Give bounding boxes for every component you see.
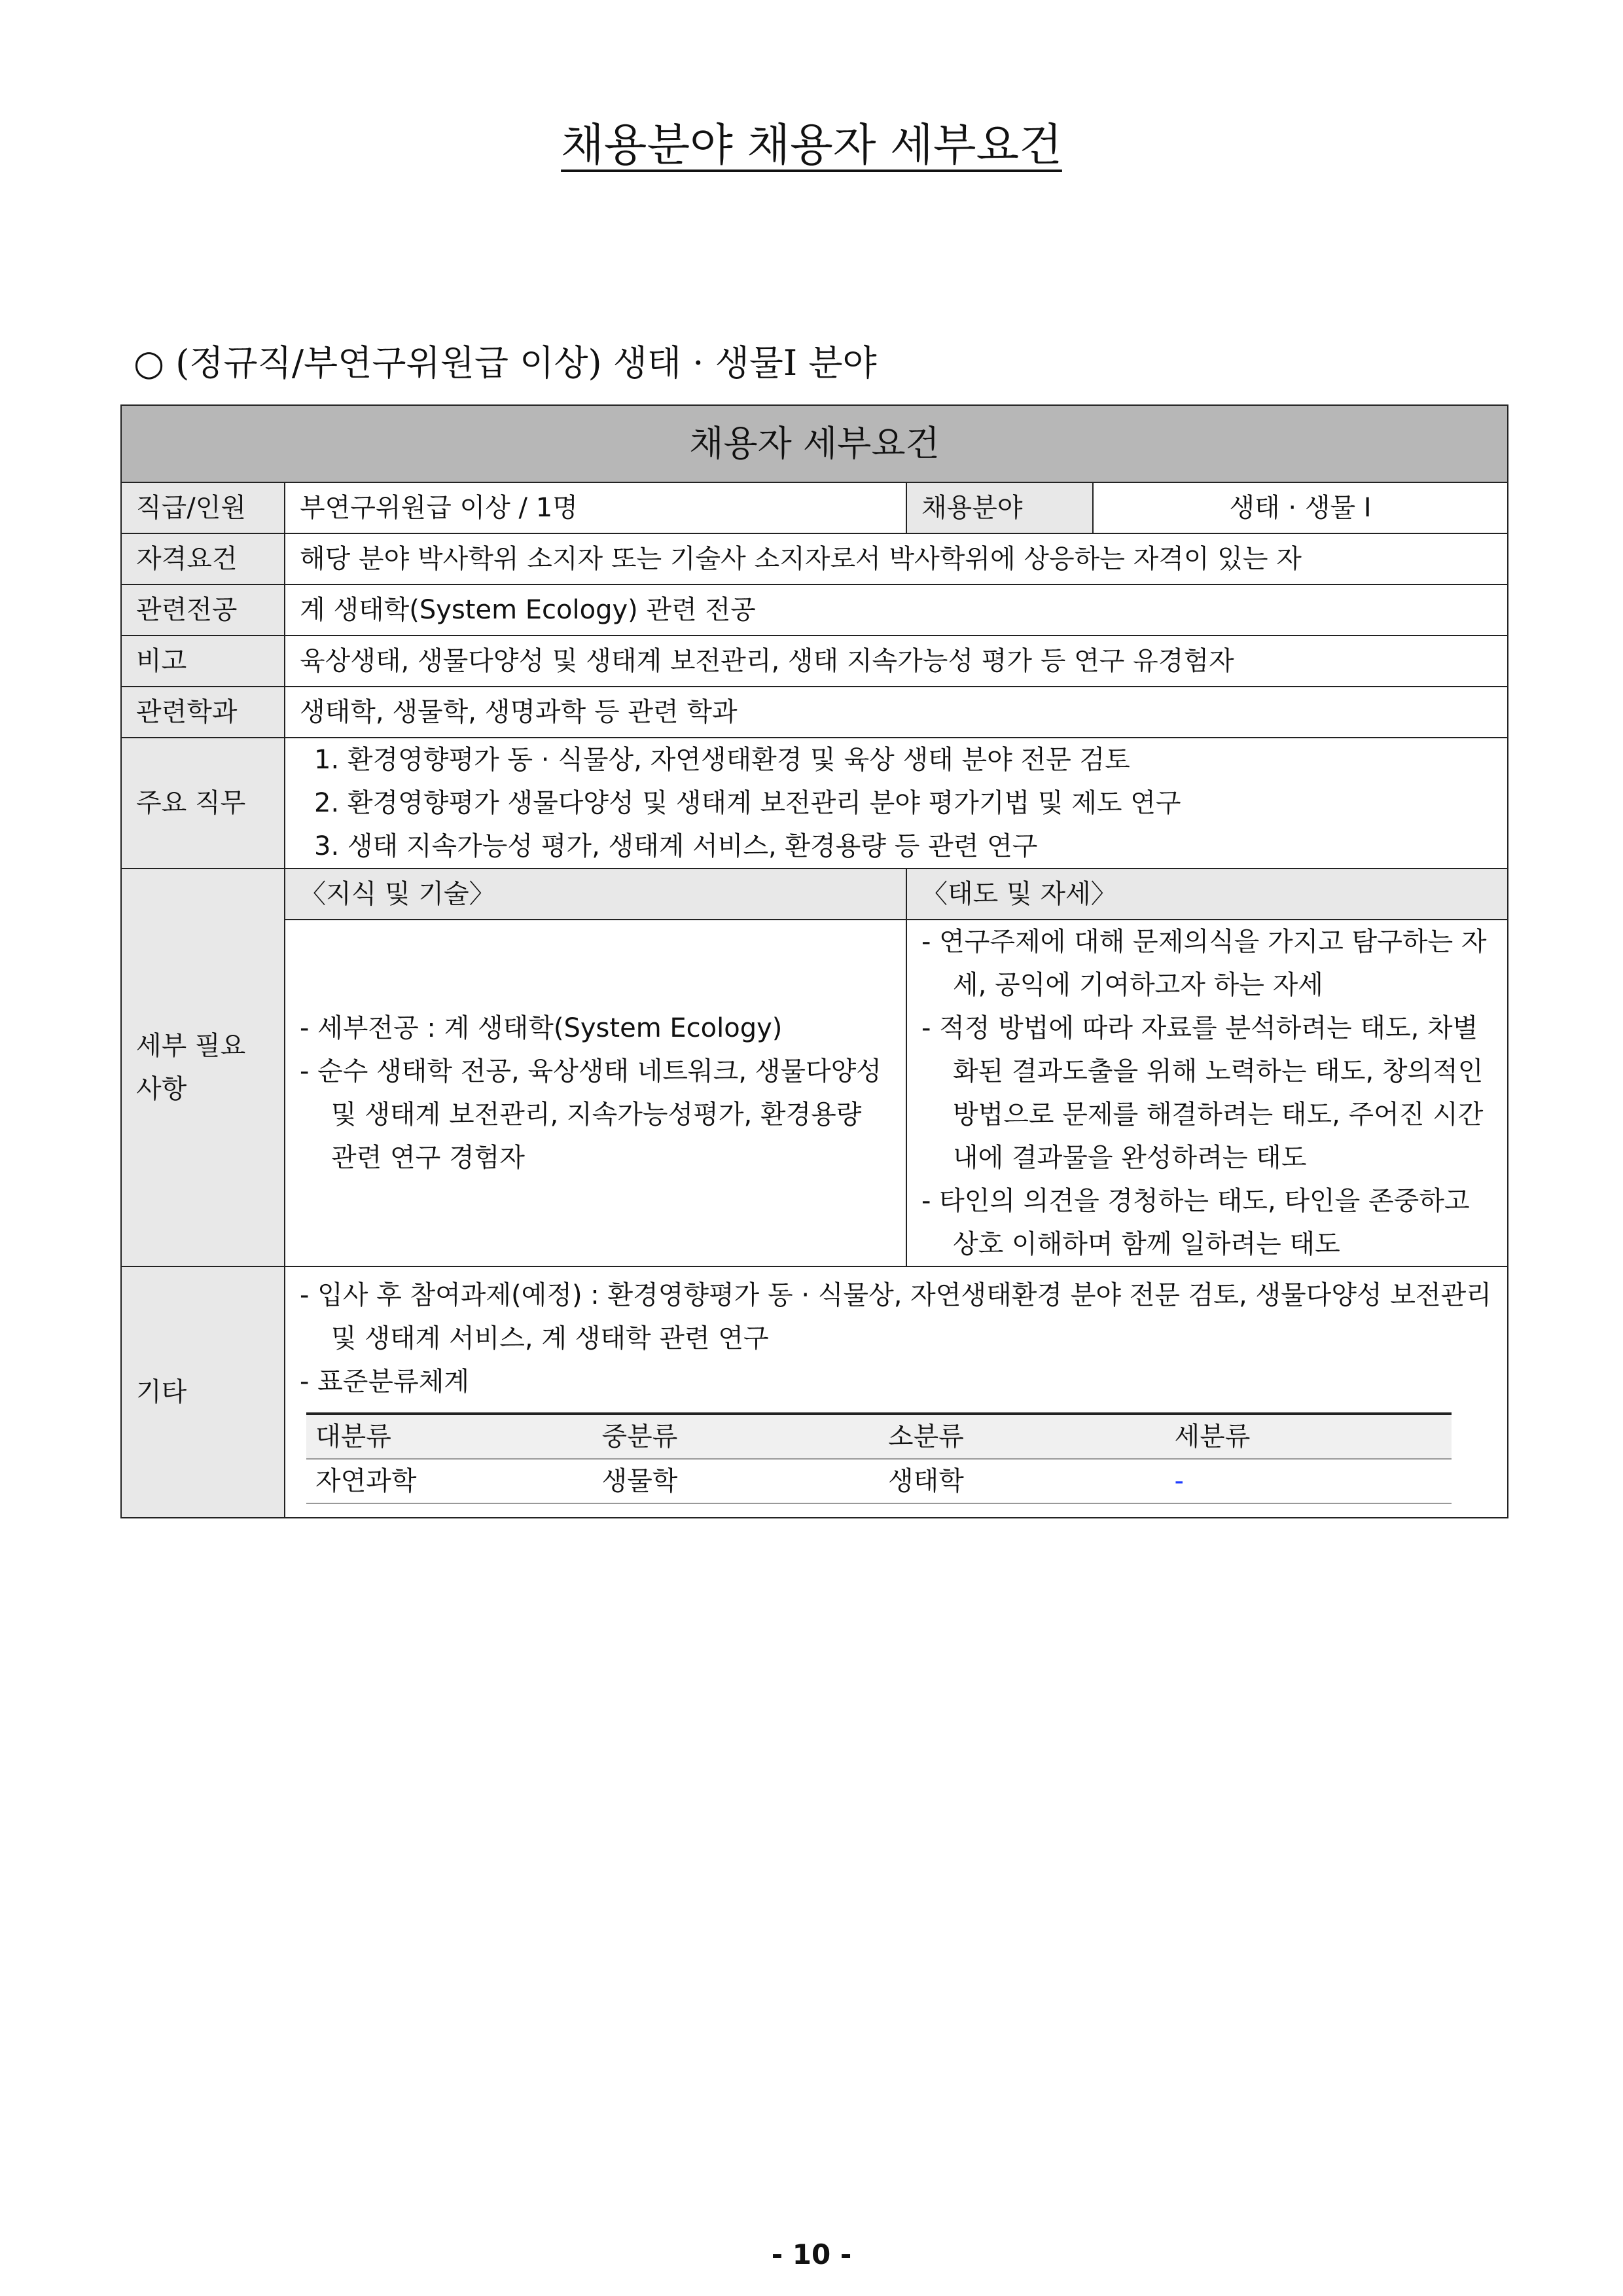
classification-cell: 생물학 bbox=[593, 1459, 880, 1503]
classification-cell: 자연과학 bbox=[306, 1459, 593, 1503]
qualification-label: 자격요건 bbox=[121, 533, 285, 584]
field-value: 생태 · 생물 I bbox=[1093, 482, 1508, 533]
attitude-cell bbox=[906, 920, 1508, 1266]
knowledge-item: - 세부전공 : 계 생태학(System Ecology) bbox=[300, 1013, 783, 1043]
dept-value: 생태학, 생물학, 생명과학 등 관련 학과 bbox=[285, 687, 1508, 738]
etc-item: - 입사 후 참여과제(예정) : 환경영향평가 동 · 식물상, 자연생태환경 분야 전문 검토, 생물다양성 보전관리 및 생태계 서비스, 계 생태학 관련 연구 bbox=[300, 1280, 1491, 1354]
field-label: 채용분야 bbox=[906, 482, 1093, 533]
attitude-header: 〈태도 및 자세〉 bbox=[906, 869, 1508, 920]
requirements-table bbox=[120, 404, 1508, 1518]
duty-item: 2. 환경영향평가 생물다양성 및 생태계 보전관리 분야 평가기법 및 제도 연구 bbox=[314, 788, 1181, 818]
duty-item: 3. 생태 지속가능성 평가, 생태계 서비스, 환경용량 등 관련 연구 bbox=[314, 831, 1038, 861]
duty-item: 1. 환경영향평가 동 · 식물상, 자연생태환경 및 육상 생태 분야 전문 검토 bbox=[314, 745, 1130, 775]
etc-item: - 표준분류체계 bbox=[300, 1367, 469, 1397]
table-header: 채용자 세부요건 bbox=[121, 405, 1508, 482]
etc-label: 기타 bbox=[121, 1266, 285, 1518]
etc-cell bbox=[285, 1266, 1508, 1518]
section-heading: ○ (정규직/부연구위원급 이상) 생태 · 생물Ⅰ 분야 bbox=[134, 342, 877, 384]
attitude-item: - 타인의 의견을 경청하는 태도, 타인을 존중하고 상호 이해하며 함께 일하려는 태도 bbox=[921, 1186, 1470, 1259]
page-number: - 10 - bbox=[771, 2238, 852, 2270]
knowledge-item: - 순수 생태학 전공, 육상생태 네트워크, 생물다양성 및 생태계 보전관리, 지속가능성평가, 환경용량 관련 연구 경험자 bbox=[300, 1056, 882, 1173]
major-value: 계 생태학(System Ecology) 관련 전공 bbox=[285, 584, 1508, 636]
note-label: 비고 bbox=[121, 636, 285, 687]
note-value: 육상생태, 생물다양성 및 생태계 보전관리, 생태 지속가능성 평가 등 연구 유경험자 bbox=[285, 636, 1508, 687]
duties-label: 주요 직무 bbox=[121, 738, 285, 869]
rank-label: 직급/인원 bbox=[121, 482, 285, 533]
classification-cell: - bbox=[1166, 1459, 1452, 1503]
classification-table bbox=[306, 1412, 1452, 1504]
qualification-value: 해당 분야 박사학위 소지자 또는 기술사 소지자로서 박사학위에 상응하는 자격이 있는 자 bbox=[285, 533, 1508, 584]
knowledge-header: 〈지식 및 기술〉 bbox=[285, 869, 906, 920]
classification-header: 중분류 bbox=[593, 1414, 880, 1459]
classification-header: 소분류 bbox=[879, 1414, 1166, 1459]
duties-cell bbox=[285, 738, 1508, 869]
knowledge-cell bbox=[285, 920, 906, 1266]
rank-value: 부연구위원급 이상 / 1명 bbox=[285, 482, 906, 533]
details-label: 세부 필요사항 bbox=[121, 869, 285, 1266]
attitude-item: - 연구주제에 대해 문제의식을 가지고 탐구하는 자세, 공익에 기여하고자 하는 자세 bbox=[921, 927, 1487, 1000]
classification-cell: 생태학 bbox=[879, 1459, 1166, 1503]
attitude-item: - 적정 방법에 따라 자료를 분석하려는 태도, 차별화된 결과도출을 위해 노력하는 태도, 창의적인 방법으로 문제를 해결하려는 태도, 주어진 시간 내에 결과물을 완성하려는 태도 bbox=[921, 1013, 1484, 1173]
dept-label: 관련학과 bbox=[121, 687, 285, 738]
classification-header: 대분류 bbox=[306, 1414, 593, 1459]
major-label: 관련전공 bbox=[121, 584, 285, 636]
classification-header: 세분류 bbox=[1166, 1414, 1452, 1459]
page-title: 채용분야 채용자 세부요건 bbox=[561, 120, 1062, 171]
